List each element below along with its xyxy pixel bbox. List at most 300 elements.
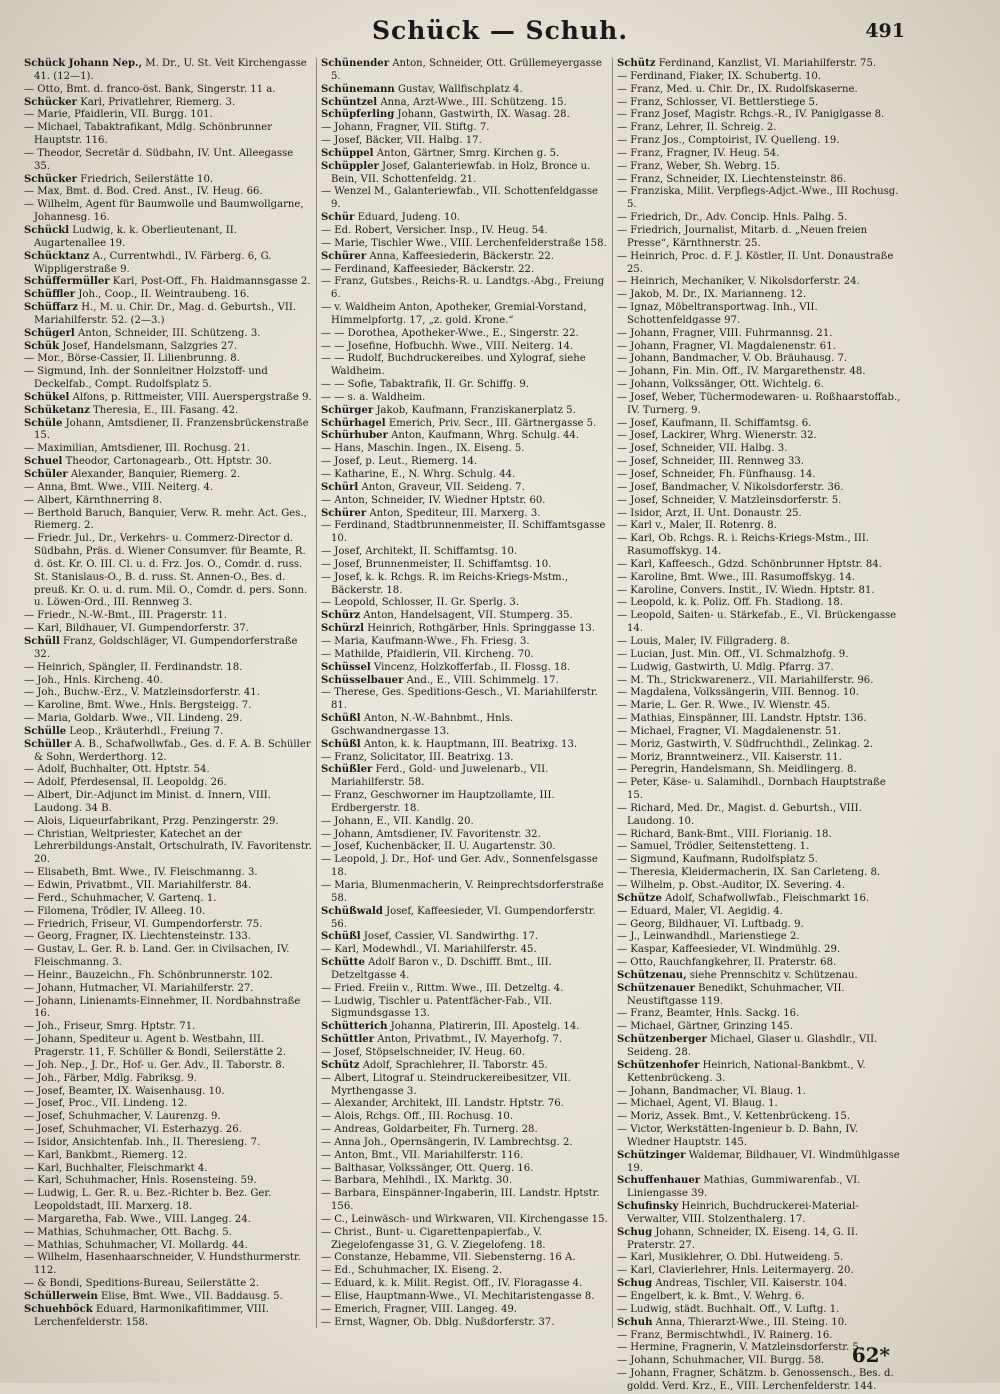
entry-surname: Schüler xyxy=(24,469,68,480)
entry-text: — Isidor, Arzt, II. Unt. Donaustr. 25. xyxy=(617,507,802,519)
entry-surname: Schüntzel xyxy=(321,96,378,108)
entry-surname: Schürhuber xyxy=(321,430,388,442)
entry-text: — Marie, L. Ger. R. Wwe., IV. Wienstr. 45. xyxy=(617,700,831,712)
entry-text: — Joh., Färber, Mdlg. Fabriksg. 9. xyxy=(24,1072,197,1084)
entry-text: And., E., VIII. Schimmelg. 17. xyxy=(403,674,559,686)
directory-entry xyxy=(24,1291,312,1304)
entry-text: — Constanze, Hebamme, VII. Siebensterng. 16 A. xyxy=(321,1252,576,1264)
entry-text: — Franz, Solicitator, III. Beatrixg. 13. xyxy=(321,751,514,763)
entry-text: Ferdinand, Kanzlist, VI. Mariahilferstr. 75. xyxy=(655,58,877,69)
directory-entry xyxy=(321,597,608,610)
directory-entry xyxy=(321,148,608,161)
entry-text: — Josef, Schuhmacher, VI. Esterhazyg. 26. xyxy=(24,1124,242,1136)
entry-text: — Max, Bmt. d. Bod. Cred. Anst., IV. Heug. 66. xyxy=(24,186,263,198)
directory-entry xyxy=(24,1175,312,1188)
directory-entry xyxy=(321,764,608,790)
directory-entry xyxy=(617,174,904,187)
entry-text: Josef, Galanteriewfab. in Holz, Bronce u. Bein, VII. Schottenfeldg. 21. xyxy=(331,160,591,185)
entry-text: — Sigmund, Inh. der Sonnleitner Holzstoff- und Deckelfab., Compt. Rudolfsplatz 5. xyxy=(24,366,268,391)
entry-surname: Schücktanz xyxy=(24,250,90,262)
entry-text: Johann, Schneider, IX. Eiseng. 14, G. II. Praterstr. 27. xyxy=(627,1226,859,1251)
entry-text: Eduard, Judeng. 10. xyxy=(354,212,461,224)
entry-text: — Adolf, Buchhalter, Ott. Hptstr. 54. xyxy=(24,764,210,776)
directory-entry xyxy=(24,109,312,122)
directory-entry xyxy=(321,495,608,508)
directory-entry xyxy=(321,456,608,469)
directory-entry xyxy=(321,1188,608,1214)
entry-text: — Hermine, Fragnerin, V. Matzleinsdorferstr. 5. xyxy=(617,1342,863,1354)
entry-text: — Karl, Buchhalter, Fleischmarkt 4. xyxy=(24,1162,208,1174)
entry-text: — Alois, Rchgs. Off., III. Rochusg. 10. xyxy=(321,1111,514,1123)
entry-text: — Friedrich, Friseur, VI. Gumpendorferstr. 75. xyxy=(24,918,263,930)
entry-text: — Gustav, L. Ger. R. b. Land. Ger. in Civilsachen, IV. Fleischmanng. 3. xyxy=(24,944,290,969)
entry-surname: Schückl xyxy=(24,224,70,236)
directory-entry xyxy=(321,752,608,765)
directory-entry xyxy=(321,1034,608,1047)
entry-text: — Josef, k. k. Rchgs. R. im Reichs-Kriegs-Mstm., Bäckerstr. 18. xyxy=(321,571,569,596)
entry-text: — Karl, Clavierlehrer, Hnls. Leitermayerg. 20. xyxy=(617,1265,854,1277)
directory-entry xyxy=(321,1150,608,1163)
directory-entry xyxy=(617,456,904,469)
directory-entry xyxy=(321,1163,608,1176)
entry-text: Heinrich, Buchdruckerei-Material-Verwalter, VIII. Stolzenthalerg. 17. xyxy=(627,1201,859,1225)
entry-surname: Schützenauer xyxy=(617,982,695,994)
entry-text: — Wilhelm, p. Obst.-Auditor, IX. Severing. 4. xyxy=(617,880,846,891)
entry-text: Michael, Glaser u. Glashdlr., VII. Seideng. 28. xyxy=(627,1034,878,1058)
directory-entry xyxy=(617,713,904,726)
directory-entry xyxy=(617,700,904,713)
directory-entry xyxy=(617,148,904,161)
directory-entry xyxy=(617,97,904,110)
entry-text: Johann, Gastwirth, IX. Wasag. 28. xyxy=(394,109,570,121)
directory-entry xyxy=(321,353,608,379)
directory-entry xyxy=(321,739,608,752)
directory-entry xyxy=(617,443,904,456)
entry-text: — Fried. Freiin v., Rittm. Wwe., III. Detzeltg. 4. xyxy=(321,982,564,994)
entry-text: — Franz, Schlosser, VI. Bettlerstiege 5. xyxy=(617,96,819,108)
directory-entry xyxy=(321,1252,608,1265)
entry-surname: Schützenberger xyxy=(617,1034,707,1046)
entry-text: — — Josefine, Hofbuchh. Wwe., VIII. Neiterg. 14. xyxy=(321,340,574,352)
entry-text: — J., Leinwandhdl., Marienstiege 2. xyxy=(617,931,800,943)
entry-surname: Schüllerwein xyxy=(24,1291,98,1302)
entry-text: — Christian, Weltpriester, Katechet an der Lehrerbildungs-Anstalt, Ortschulrath, IV. Favoritenstr. 20. xyxy=(24,828,312,866)
entry-text: — Ludwig, Gastwirth, U. Mdlg. Pfarrg. 37. xyxy=(617,661,834,673)
entry-text: — Louis, Maler, IV. Fillgraderg. 8. xyxy=(617,635,790,647)
entry-text: — Johann, Fragner, VIII. Fuhrmannsg. 21. xyxy=(617,327,833,339)
directory-entry xyxy=(24,829,312,868)
entry-surname: Schuehböck xyxy=(24,1303,93,1315)
entry-surname: Schüle xyxy=(24,417,63,429)
entry-text: — Heinrich, Spängler, II. Ferdinandstr. 18. xyxy=(24,661,243,673)
directory-entry xyxy=(321,559,608,572)
entry-text: — Theodor, Secretär d. Südbahn, IV. Unt. Alleegasse 35. xyxy=(24,147,294,172)
entry-surname: Schürer xyxy=(321,507,367,519)
directory-entry xyxy=(617,533,904,559)
entry-text: — Mathias, Einspänner, III. Landstr. Hptstr. 136. xyxy=(617,713,867,725)
entry-text: siehe Prennschitz v. Schützenau. xyxy=(686,969,858,981)
entry-text: — Filomena, Trödler, IV. Alleeg. 10. xyxy=(24,905,206,917)
entry-text: — Barbara, Einspänner-Ingaberin, III. Landstr. Hptstr. 156. xyxy=(321,1188,600,1213)
directory-entry xyxy=(24,739,312,765)
entry-text: — Johann, Bandmacher, V. Ob. Bräuhausg. 7. xyxy=(617,353,848,365)
entry-text: Anton, Graveur, VII. Seideng. 7. xyxy=(358,481,525,493)
entry-text: Elise, Bmt. Wwe., VII. Baddausg. 5. xyxy=(97,1291,283,1302)
directory-entry xyxy=(321,443,608,456)
entry-text: — Ferd., Schuhmacher, V. Gartenq. 1. xyxy=(24,892,217,904)
directory-entry xyxy=(321,122,608,135)
entry-text: — Josef, Stöpselschneider, IV. Heug. 60. xyxy=(321,1046,526,1058)
directory-entry xyxy=(617,276,904,289)
directory-entry xyxy=(617,482,904,495)
directory-entry xyxy=(321,1124,608,1137)
entry-text: — Maximilian, Amtsdiener, III. Rochusg. 21. xyxy=(24,443,250,455)
entry-surname: Schüffermüller xyxy=(24,276,110,288)
entry-text: — Johann, Fin. Min. Off., IV. Margarethenstr. 48. xyxy=(617,366,866,378)
directory-entry xyxy=(617,944,904,957)
entry-text: — Franz, Gutsbes., Reichs-R. u. Landtgs.-Abg., Freiung 6. xyxy=(321,276,605,301)
entry-text: — Elise, Hauptmann-Wwe., VI. Mechitaristengasse 8. xyxy=(321,1291,595,1302)
entry-text: Anton, N.-W.-Bahnbmt., Hnls. Gschwandnergasse 13. xyxy=(331,713,514,737)
entry-text: — Margaretha, Fab. Wwe., VIII. Langeg. 24. xyxy=(24,1213,251,1225)
entry-surname: Schürz xyxy=(321,610,361,622)
entry-text: Heinrich, Rothgärber, Hnls. Springgasse 13. xyxy=(364,623,596,635)
directory-entry xyxy=(617,1304,904,1317)
directory-entry xyxy=(24,1111,312,1124)
entry-surname: Schüffler xyxy=(24,289,76,301)
entry-text: Josef, Kaffeesieder, VI. Gumpendorferstr. 56. xyxy=(331,905,596,930)
entry-text: Leop., Kräuterhdl., Freiung 7. xyxy=(66,725,224,737)
entry-text: — Christ., Bunt- u. Cigarettenpapierfab., V. Ziegelofengasse 31, G. V. Ziegelofeng. 18. xyxy=(321,1226,546,1251)
entry-text: Anton, k. k. Hauptmann, III. Beatrixg. 13. xyxy=(360,738,578,750)
directory-entry xyxy=(24,777,312,790)
directory-entry xyxy=(617,764,904,777)
entry-text: — Richard, Bank-Bmt., VIII. Florianig. 18. xyxy=(617,828,832,840)
directory-entry xyxy=(617,495,904,508)
entry-text: — Ludwig, städt. Buchhalt. Off., V. Luftg. 1. xyxy=(617,1303,840,1315)
entry-text: Josef, Cassier, VI. Sandwirthg. 17. xyxy=(360,931,539,943)
entry-text: Anton, Privatbmt., IV. Mayerhofg. 7. xyxy=(374,1034,563,1046)
entry-text: Ferd., Gold- und Juwelenarb., VII. Mariahilferstr. 58. xyxy=(331,764,549,789)
directory-entry xyxy=(617,752,904,765)
entry-text: — Josef, Schneider, V. Matzleinsdorferstr. 5. xyxy=(617,494,842,506)
directory-entry xyxy=(321,238,608,251)
entry-text: — Ernst, Wagner, Ob. Dblg. Nußdorferstr. 37. xyxy=(321,1316,555,1328)
directory-entry xyxy=(617,109,904,122)
entry-text: — Josef, Schneider, VII. Halbg. 3. xyxy=(617,443,788,455)
directory-entry xyxy=(321,1137,608,1150)
entry-text: — C., Leinwäsch- und Wirkwaren, VII. Kirchengasse 15. xyxy=(321,1213,608,1225)
directory-entry xyxy=(24,1137,312,1150)
directory-entry xyxy=(617,1008,904,1021)
entry-surname: Schüppler xyxy=(321,160,379,172)
entry-surname: Schütz xyxy=(321,1059,360,1071)
directory-entry xyxy=(24,341,312,354)
entry-text: — Karoline, Bmt. Wwe., III. Rasumoffskyg. 14. xyxy=(617,571,855,583)
entry-surname: Schüffarz xyxy=(24,302,78,314)
entry-text: — Andreas, Goldarbeiter, Fh. Turnerg. 28. xyxy=(321,1124,538,1136)
entry-text: — Johann, Bandmacher, VI. Blaug. 1. xyxy=(617,1085,806,1097)
entry-text: — Mor., Börse-Cassier, II. Lilienbrunng. 8. xyxy=(24,353,240,365)
entry-text: — Franz, Geschworner im Hauptzollamte, III. Erdbergerstr. 18. xyxy=(321,790,555,814)
entry-surname: Schüßl xyxy=(321,931,361,943)
directory-entry xyxy=(24,790,312,816)
entry-text: — Johann, Spediteur u. Agent b. Westbahn, III. Pragerstr. 11, F. Schüller & Bondi, Seilerstätte 2. xyxy=(24,1034,287,1058)
directory-entry xyxy=(617,880,904,893)
directory-entry xyxy=(617,906,904,919)
entry-text: — Josef, Weber, Tüchermodewaren- u. Roßhaarstoffab., IV. Turnerg. 9. xyxy=(617,391,901,416)
directory-entry xyxy=(24,289,312,302)
entry-text: — Maria, Kaufmann-Wwe., Fh. Friesg. 3. xyxy=(321,635,530,647)
directory-entry xyxy=(321,430,608,443)
entry-text: — Franz, Lehrer, II. Schreig. 2. xyxy=(617,122,777,134)
entry-surname: Schuffenhauer xyxy=(617,1175,701,1187)
directory-entry xyxy=(617,289,904,302)
directory-entry xyxy=(321,97,608,110)
entry-text: — Moriz, Gastwirth, V. Südfruchthdl., Zelinkag. 2. xyxy=(617,738,873,750)
directory-entry xyxy=(321,1073,608,1099)
entry-text: — Johann, Schuhmacher, VII. Burgg. 58. xyxy=(617,1355,825,1367)
directory-entry xyxy=(24,174,312,187)
directory-entry xyxy=(24,726,312,739)
entry-text: — Otto, Bmt. d. franco-öst. Bank, Singerstr. 11 a. xyxy=(24,83,276,95)
entry-surname: Schütterich xyxy=(321,1021,388,1033)
directory-entry xyxy=(24,276,312,289)
entry-text: — Josef, Brunnenmeister, II. Schiffamtsg. 10. xyxy=(321,558,552,570)
entry-text: — Karoline, Bmt. Wwe., Hnls. Bergsteigg. 7. xyxy=(24,700,252,712)
column-left xyxy=(20,58,316,1328)
directory-entry xyxy=(321,572,608,598)
entry-text: — Theresia, Kleidermacherin, IX. San Carleteng. 8. xyxy=(617,867,881,879)
entry-text: — Katharine, E., N. Whrg. Schulg. 44. xyxy=(321,469,516,480)
directory-entry xyxy=(617,585,904,598)
entry-text: Waldemar, Bildhauer, VI. Windmühlgasse 19. xyxy=(627,1149,900,1174)
entry-surname: Schüßler xyxy=(321,764,373,776)
entry-text: Emerich, Priv. Secr., III. Gärtnergasse 5. xyxy=(385,417,597,429)
entry-text: — Ferdinand, Fiaker, IX. Schubertg. 10. xyxy=(617,70,822,82)
directory-entry xyxy=(617,1317,904,1330)
entry-surname: Schürl xyxy=(321,481,359,493)
entry-text: — Friedr., N.-W.-Bmt., III. Pragerstr. 11. xyxy=(24,610,227,622)
entry-surname: Schünender xyxy=(321,58,390,69)
directory-entry xyxy=(321,1021,608,1034)
entry-text: — Josef, Lackirer, Whrg. Wienerstr. 32. xyxy=(617,430,817,442)
entry-text: — Moriz, Assek. Bmt., V. Kettenbrückeng. 15. xyxy=(617,1111,851,1123)
directory-entry xyxy=(24,687,312,700)
entry-text: — Otto, Rauchfangkehrer, II. Praterstr. 68. xyxy=(617,957,837,969)
directory-entry xyxy=(617,559,904,572)
directory-entry xyxy=(617,186,904,212)
entry-text: Friedrich, Seilerstätte 10. xyxy=(77,173,214,185)
entry-text: — Ludwig, L. Ger. R. u. Bez.-Richter b. Bez. Ger. Leopoldstadt, III. Marxerg. 18. xyxy=(24,1188,272,1213)
entry-text: — Barbara, Mehlhdl., IX. Marktg. 30. xyxy=(321,1175,513,1187)
entry-surname: Schütz xyxy=(617,58,656,69)
directory-entry xyxy=(321,636,608,649)
entry-text: — Leopold, Saiten- u. Stärkefab., E., VI. Brückengasse 14. xyxy=(617,610,897,635)
entry-text: — Maria, Goldarb. Wwe., VII. Lindeng. 29. xyxy=(24,713,243,725)
directory-entry xyxy=(321,1047,608,1060)
entry-text: Anton, Gärtner, Smrg. Kirchen g. 5. xyxy=(373,147,560,159)
directory-entry xyxy=(617,983,904,1009)
entry-surname: Schük xyxy=(24,340,60,352)
entry-text: — Johann, Amtsdiener, IV. Favoritenstr. 32. xyxy=(321,828,541,840)
entry-text: — Joh., Friseur, Smrg. Hptstr. 71. xyxy=(24,1021,196,1033)
directory-entry xyxy=(321,1278,608,1291)
entry-text: — Mathilde, Pfaidlerin, VII. Kircheng. 70. xyxy=(321,648,534,660)
directory-entry xyxy=(24,353,312,366)
directory-entry xyxy=(321,508,608,521)
directory-entry xyxy=(321,482,608,495)
directory-entry xyxy=(24,148,312,174)
directory-entry xyxy=(24,1098,312,1111)
directory-entry xyxy=(321,58,608,84)
directory-entry xyxy=(24,1188,312,1214)
entry-surname: Schuh xyxy=(617,1316,653,1328)
entry-text: — Wilhelm, Hasenhaarschneider, V. Hundsthurmerstr. 112. xyxy=(24,1252,301,1277)
entry-text: — Victor, Werkstätten-Ingenieur b. D. Bahn, IV. Wiedner Hauptstr. 145. xyxy=(617,1124,859,1148)
directory-entry xyxy=(617,675,904,688)
directory-entry xyxy=(24,931,312,944)
directory-entry xyxy=(617,649,904,662)
entry-text: — Jakob, M. Dr., IX. Marianneng. 12. xyxy=(617,289,807,301)
entry-text: — Franz, Med. u. Chir. Dr., IX. Rudolfskaserne. xyxy=(617,83,858,95)
directory-entry xyxy=(617,1227,904,1253)
entry-text: — Albert, Litograf u. Steindruckereibesitzer, VII. Myrthengasse 3. xyxy=(321,1072,571,1097)
entry-text: — Franz, Fragner, IV. Heug. 54. xyxy=(617,147,780,159)
entry-text: Anton, Kaufmann, Whrg. Schulg. 44. xyxy=(387,430,580,442)
directory-entry xyxy=(24,944,312,970)
entry-text: Josef, Handelsmann, Salzgries 27. xyxy=(59,340,237,352)
entry-text: — — Sofie, Tabaktrafik, II. Gr. Schiffg. 9. xyxy=(321,379,530,391)
entry-text: — Karl v., Maler, II. Rotenrg. 8. xyxy=(617,520,777,532)
directory-entry xyxy=(617,379,904,392)
entry-text: — Eduard, k. k. Milit. Regist. Off., IV. Floragasse 4. xyxy=(321,1278,583,1290)
entry-text: — Mathias, Schuhmacher, Ott. Bachg. 5. xyxy=(24,1226,232,1238)
directory-entry xyxy=(24,1073,312,1086)
page-title: Schück — Schuh. xyxy=(371,16,629,45)
entry-text: — Richard, Med. Dr., Magist. d. Geburtsh., VIII. Laudong. 10. xyxy=(617,802,862,827)
entry-text: — Franz, Schneider, IX. Liechtensteinstr. 86. xyxy=(617,173,847,185)
directory-entry xyxy=(617,726,904,739)
entry-text: — Joh., Hnls. Kircheng. 40. xyxy=(24,674,163,686)
entry-text: H., M. u. Chir. Dr., Mag. d. Geburtsh., VII. Mariahilferstr. 52. (2—3.) xyxy=(34,302,297,326)
directory-entry xyxy=(617,1098,904,1111)
directory-entry xyxy=(617,212,904,225)
entry-text: — Adolf, Pferdesensal, II. Leopoldg. 26. xyxy=(24,777,227,789)
directory-entry xyxy=(24,392,312,405)
directory-entry xyxy=(24,636,312,662)
entry-text: — Ed., Schuhmacher, IX. Eiseng. 2. xyxy=(321,1265,503,1277)
entry-text: — Franz Jos., Comptoirist, IV. Quelleng. 19. xyxy=(617,135,840,147)
entry-surname: Schufinsky xyxy=(617,1201,679,1213)
directory-entry xyxy=(617,854,904,867)
directory-entry xyxy=(321,1291,608,1304)
entry-text: — Josef, Schneider, III. Rennweg 33. xyxy=(617,456,804,468)
directory-entry xyxy=(617,662,904,675)
directory-entry xyxy=(321,957,608,983)
entry-text: — Franz, Weber, Sh. Webrg. 15. xyxy=(617,160,781,172)
entry-text: — Peregrin, Handelsmann, Sh. Meidlingerg. 8. xyxy=(617,764,857,776)
directory-entry xyxy=(24,867,312,880)
directory-entry xyxy=(617,161,904,174)
directory-entry xyxy=(617,430,904,443)
entry-text: — Ferdinand, Stadtbrunnenmeister, II. Schiffamtsgasse 10. xyxy=(321,520,606,545)
entry-text: — Kaspar, Kaffeesieder, VI. Windmühlg. 29. xyxy=(617,944,841,956)
entry-text: Gustav, Wallfischplatz 4. xyxy=(394,83,523,95)
directory-entry xyxy=(617,1021,904,1034)
directory-entry xyxy=(321,405,608,418)
directory-entry xyxy=(617,225,904,251)
entry-text: Anton, Schneider, Ott. Grüllemeyergasse 5. xyxy=(331,58,602,82)
entry-text: — Moriz, Branntweinerz., VII. Kaiserstr. 11. xyxy=(617,751,842,763)
entry-text: Mathias, Gummiwarenfab., VI. Liniengasse 39. xyxy=(627,1175,861,1200)
directory-entry xyxy=(321,906,608,932)
directory-entry xyxy=(24,418,312,444)
directory-entry xyxy=(617,1124,904,1150)
directory-entry xyxy=(617,739,904,752)
entry-text: Alexander, Banquier, Riemerg. 2. xyxy=(67,469,241,480)
directory-entry xyxy=(24,700,312,713)
entry-text: Alfons, p. Rittmeister, VIII. Auerspergstraße 9. xyxy=(69,391,312,403)
entry-text: Heinrich, National-Bankbmt., V. Kettenbrückeng. 3. xyxy=(627,1059,866,1084)
directory-entry xyxy=(617,636,904,649)
directory-entry xyxy=(24,456,312,469)
entry-text: Benedikt, Schuhmacher, VII. Neustiftgasse 119. xyxy=(627,982,845,1007)
entry-text: — Johann, E., VII. Kandlg. 20. xyxy=(321,815,474,827)
entry-surname: Schür xyxy=(321,212,355,224)
entry-text: — Michael, Fragner, VI. Magdalenenstr. 51. xyxy=(617,725,842,737)
entry-surname: Schüssel xyxy=(321,661,371,673)
directory-entry xyxy=(24,1150,312,1163)
entry-text: — Josef, Proc., VII. Lindeng. 12. xyxy=(24,1098,188,1110)
directory-entry xyxy=(617,418,904,431)
directory-entry xyxy=(24,482,312,495)
entry-text: — Albert, Dir.-Adjunct im Minist. d. Innern, VIII. Laudong. 34 B. xyxy=(24,790,272,814)
entry-text: Jakob, Kaufmann, Franziskanerplatz 5. xyxy=(373,404,576,416)
entry-text: — Michael, Gärtner, Grinzing 145. xyxy=(617,1021,794,1033)
entry-text: — Georg, Bildhauer, VI. Luftbadg. 9. xyxy=(617,918,804,930)
directory-entry xyxy=(24,302,312,328)
entry-text: Anna, Arzt-Wwe., III. Schützeng. 15. xyxy=(377,96,567,108)
entry-text: — v. Waldheim Anton, Apotheker, Gremial-Vorstand, Himmelpfortg. 17, „z. gold. Krone.“ xyxy=(321,302,587,326)
entry-text: Johann, Amtsdiener, II. Franzensbrückenstraße 15. xyxy=(34,417,309,442)
directory-entry xyxy=(617,71,904,84)
entry-text: Anna, Kaffeesiederin, Bäckerstr. 22. xyxy=(366,250,554,262)
directory-entry xyxy=(617,1278,904,1291)
entry-text: Ludwig, k. k. Oberlieutenant, II. Augartenallee 19. xyxy=(34,224,237,249)
entry-text: — Therese, Ges. Speditions-Gesch., VI. Mariahilferstr. 81. xyxy=(321,687,598,712)
directory-entry xyxy=(24,816,312,829)
entry-text: — Joh. Nep., J. Dr., Hof- u. Ger. Adv., II. Taborstr. 8. xyxy=(24,1059,285,1071)
directory-entry xyxy=(617,341,904,354)
entry-text: — Ferdinand, Kaffeesieder, Bäckerstr. 22. xyxy=(321,263,535,275)
directory-entry xyxy=(617,58,904,71)
directory-entry xyxy=(24,495,312,508)
directory-entry xyxy=(24,122,312,148)
signature-mark: 62* xyxy=(851,1343,890,1367)
entry-text: — Johann, Fragner, VI. Magdalenenstr. 61. xyxy=(617,340,836,352)
directory-entry xyxy=(321,1317,608,1330)
entry-text: — — s. a. Waldheim. xyxy=(321,391,426,403)
directory-entry xyxy=(617,469,904,482)
entry-text: — Maria, Blumenmacherin, V. Reinprechtsdorferstraße 58. xyxy=(321,880,604,904)
directory-entry xyxy=(24,996,312,1022)
directory-entry xyxy=(617,829,904,842)
entry-text: — Friedrich, Dr., Adv. Concip. Hnls. Palhg. 5. xyxy=(617,212,848,224)
directory-entry xyxy=(321,109,608,122)
entry-text: — Alois, Liqueurfabrikant, Przg. Penzingerstr. 29. xyxy=(24,815,279,827)
directory-entry xyxy=(617,931,904,944)
